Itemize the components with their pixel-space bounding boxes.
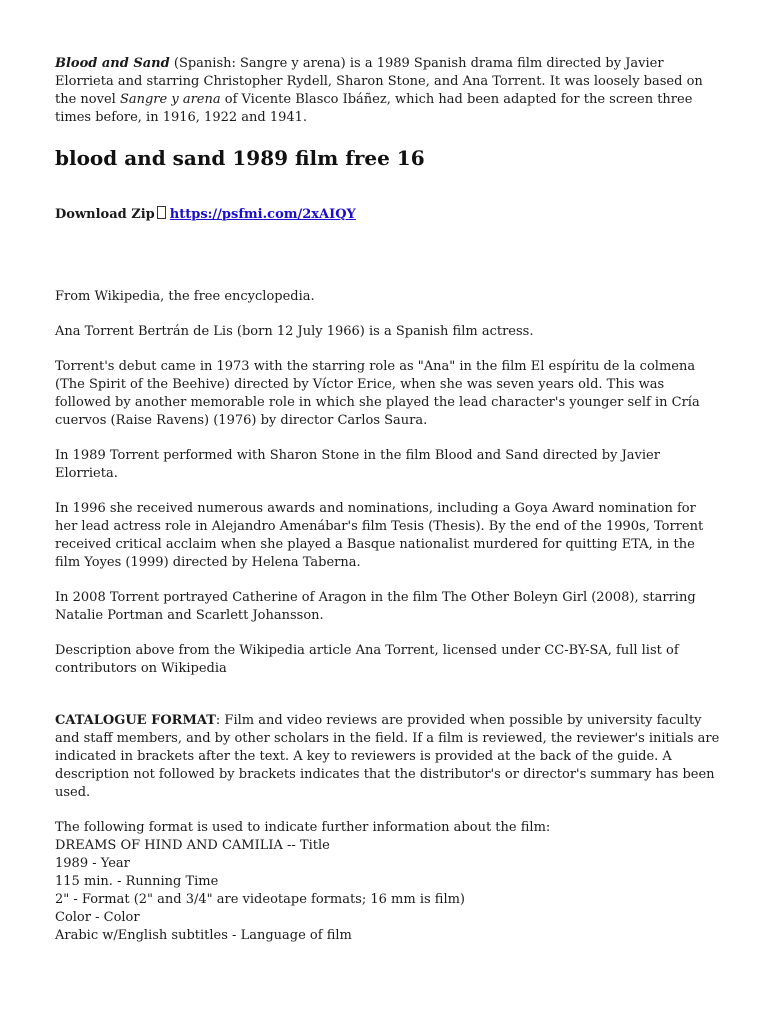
wiki-source-note: From Wikipedia, the free encyclopedia. xyxy=(55,289,315,304)
intro-text-1: (Spanish: Sangre y arena) is a 1989 Spanish drama film directed by Javier Elorrieta and starring Christopher Rydell, Sharon Stone, and Ana Torrent. It was loosely based on the novel xyxy=(55,56,703,107)
catalogue-format-text: : Film and video reviews are provided when possible by university faculty and staff members, and by other scholars in the field. If a film is reviewed, the reviewer's initials are indicated in brackets after the text. A key to reviewers is provided at the back of the guide. A description not followed by brackets indicates that the distributor's or director's summary has been used. xyxy=(55,713,720,800)
film-title-bold: Blood and Sand xyxy=(55,56,170,71)
missing-glyph-icon xyxy=(157,206,166,219)
novel-title-italic: Sangre y arena xyxy=(119,92,221,107)
format-line-running-time: 115 min. - Running Time xyxy=(55,874,219,889)
wiki-paragraph-2008: In 2008 Torrent portrayed Catherine of Aragon in the film The Other Boleyn Girl (2008), starring Natalie Portman and Scarlett Johansson. xyxy=(55,590,696,623)
wiki-paragraph-debut: Torrent's debut came in 1973 with the starring role as "Ana" in the film El espíritu de la colmena (The Spirit of the Beehive) directed by Víctor Erice, when she was seven years old. This was followed by another memorable role in which she played the lead character's younger self in Cría cuervos (Raise Ravens) (1976) by director Carlos Saura. xyxy=(55,359,700,428)
catalogue-format-label: CATALOGUE FORMAT xyxy=(55,713,216,728)
wiki-paragraph-1996: In 1996 she received numerous awards and nominations, including a Goya Award nomination for her lead actress role in Alejandro Amenábar's film Tesis (Thesis). By the end of the 1990s, Torrent received critical acclaim when she played a Basque nationalist murdered for quitting ETA, in the film Yoyes (1999) directed by Helena Taberna. xyxy=(55,501,704,570)
intro-paragraph xyxy=(55,55,720,127)
format-line-format: 2" - Format (2" and 3/4" are videotape formats; 16 mm is film) xyxy=(55,892,466,907)
format-line-year: 1989 - Year xyxy=(55,856,130,871)
format-line-language: Arabic w/English subtitles - Language of film xyxy=(55,928,352,943)
intro-text-2: of Vicente Blasco Ibáñez, which had been adapted for the screen three times before, in 1916, 1922 and 1941. xyxy=(55,92,693,125)
wiki-attribution: Description above from the Wikipedia article Ana Torrent, licensed under CC-BY-SA, full list of contributors on Wikipedia xyxy=(55,643,679,676)
format-list xyxy=(55,819,720,945)
catalogue-format-paragraph xyxy=(55,712,720,802)
download-line xyxy=(55,206,720,224)
wiki-paragraph-1989: In 1989 Torrent performed with Sharon Stone in the film Blood and Sand directed by Javier Elorrieta. xyxy=(55,448,660,481)
wiki-paragraph-birth: Ana Torrent Bertrán de Lis (born 12 July 1966) is a Spanish film actress. xyxy=(55,324,534,339)
download-label: Download Zip xyxy=(55,207,155,222)
document-page xyxy=(55,55,720,945)
format-intro: The following format is used to indicate further information about the film: xyxy=(55,820,551,835)
download-link[interactable]: https://psfmi.com/2xAIQY xyxy=(169,207,356,222)
page-heading: blood and sand 1989 film free 16 xyxy=(55,146,425,170)
format-line-title: DREAMS OF HIND AND CAMILIA -- Title xyxy=(55,838,330,853)
format-line-color: Color - Color xyxy=(55,910,140,925)
